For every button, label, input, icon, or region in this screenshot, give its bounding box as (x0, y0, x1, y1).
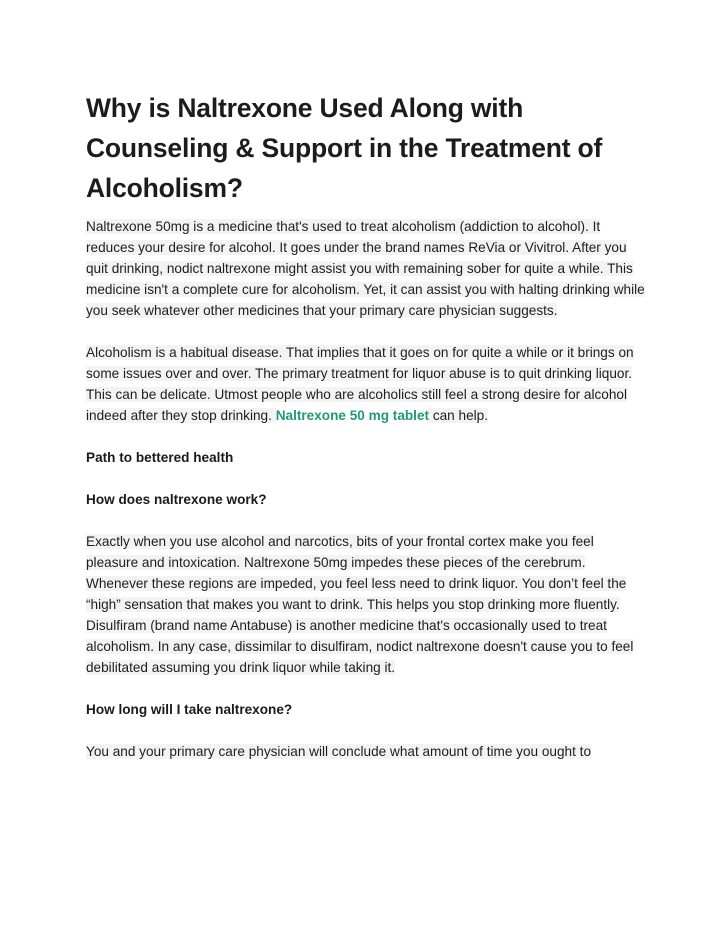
naltrexone-tablet-link[interactable]: Naltrexone 50 mg tablet (275, 408, 430, 423)
paragraph-alcoholism-text: Alcoholism is a habitual disease. That implies that it goes on for quite a while or it brings on some issues over and over. The primary treatment for liquor abuse is to quit drinking liquor. This can be delicate. Utmost people who are alcoholics still feel a strong desire for alcohol indeed after they stop drinking. (86, 345, 634, 423)
heading-how-it-works (86, 489, 646, 510)
heading-how-long (86, 699, 646, 720)
paragraph-alcoholism-tail: can help. (429, 408, 488, 423)
document-page (86, 88, 646, 783)
paragraph-alcoholism (86, 342, 646, 426)
page-title: Why is Naltrexone Used Along with Counseling & Support in the Treatment of Alcoholism? (86, 93, 603, 203)
paragraph-intro-text: Naltrexone 50mg is a medicine that's used to treat alcoholism (addiction to alcohol). It reduces your desire for alcohol. It goes under the brand names ReVia or Vivitrol. After you quit drinking, nodict naltrexone might assist you with remaining sober for quite a while. This medicine isn't a complete cure for alcoholism. Yet, it can assist you with halting drinking while you seek whatever other medicines that your primary care physician suggests. (86, 219, 645, 318)
paragraph-duration (86, 741, 646, 762)
heading-how-it-works-text: How does naltrexone work? (86, 492, 267, 507)
paragraph-mechanism-text: Exactly when you use alcohol and narcotics, bits of your frontal cortex make you feel pleasure and intoxication. Naltrexone 50mg impedes these pieces of the cerebrum. Whenever these regions are impeded, you feel less need to drink liquor. You don’t feel the “high” sensation that makes you want to drink. This helps you stop drinking more fluently. Disulfiram (brand name Antabuse) is another medicine that's occasionally used to treat alcoholism. In any case, dissimilar to disulfiram, nodict naltrexone doesn't cause you to feel debilitated assuming you drink liquor while taking it. (86, 534, 634, 675)
paragraph-intro (86, 216, 646, 321)
heading-path-to-health (86, 447, 646, 468)
heading-path-to-health-text: Path to bettered health (86, 450, 234, 465)
heading-how-long-text: How long will I take naltrexone? (86, 702, 293, 717)
paragraph-mechanism (86, 531, 646, 678)
paragraph-duration-text: You and your primary care physician will conclude what amount of time you ought to (86, 744, 592, 759)
